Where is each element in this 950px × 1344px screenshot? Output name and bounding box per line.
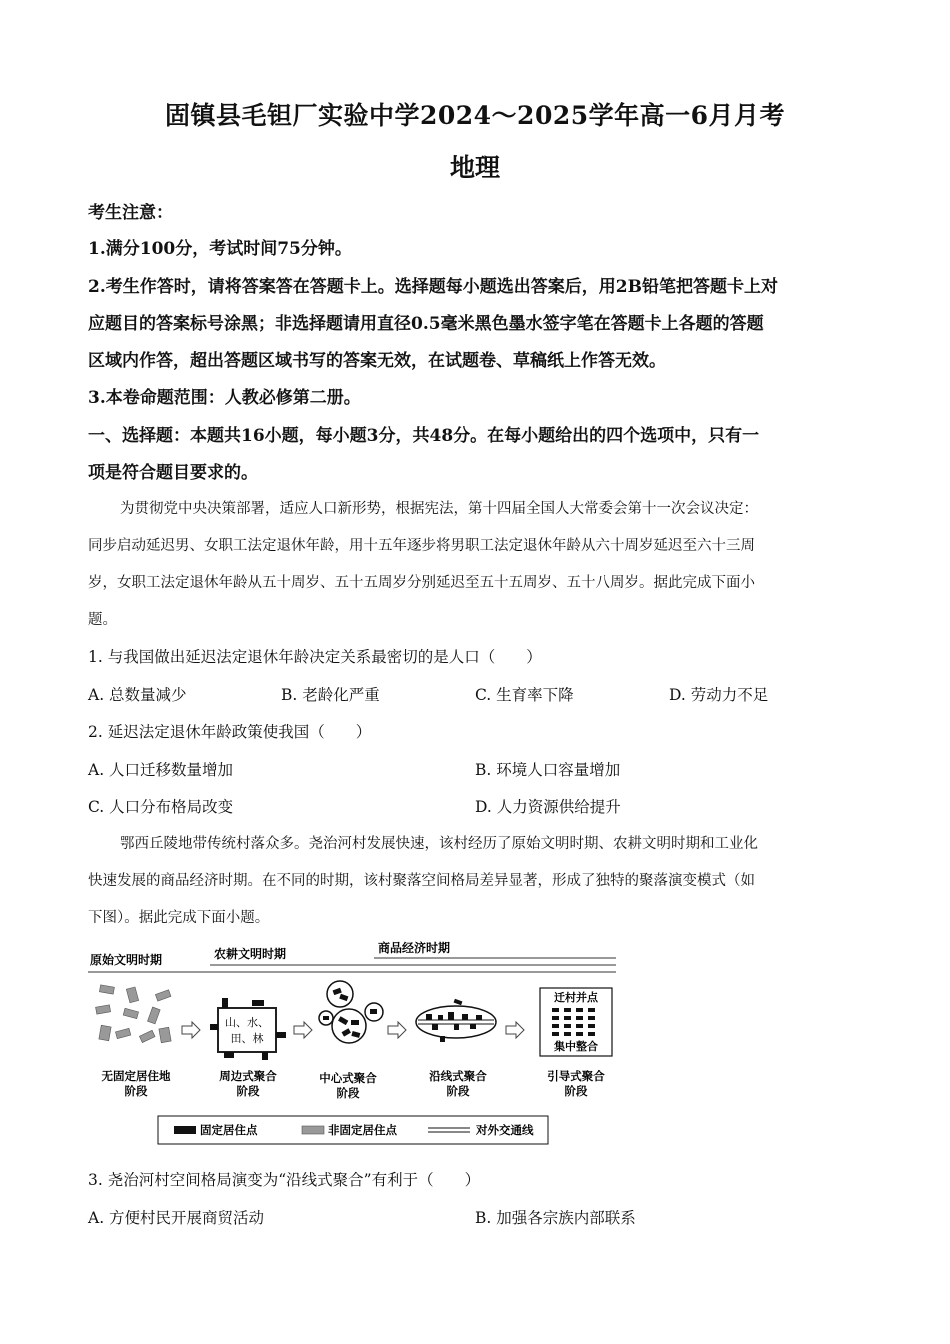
stage-2-label-1: 周边式聚合: [219, 1069, 277, 1083]
question-3-option-a: A. 方便村民开展商贸活动: [88, 1209, 265, 1227]
question-2-option-d: D. 人力资源供给提升: [475, 798, 621, 816]
period-timelines: [88, 940, 616, 972]
legend-fixed-label: 固定居住点: [200, 1123, 258, 1137]
passage1-line-1: 为贯彻党中央决策部署，适应人口新形势，根据宪法，第十四届全国人大常委会第十一次会议决定：: [120, 501, 758, 517]
question-1-option-a: A. 总数量减少: [88, 686, 187, 704]
question-1-option-d: D. 劳动力不足: [669, 686, 769, 704]
question-2-option-c: C. 人口分布格局改变: [88, 798, 234, 816]
question-2-stem: 2. 延迟法定退休年龄政策使我国（ ）: [88, 723, 372, 741]
notice-line-2: 2.考生作答时，请将答案答在答题卡上。选择题每小题选出答案后，用2B铅笔把答题卡上对: [88, 277, 778, 297]
legend-nonfixed-swatch: [302, 1126, 324, 1134]
stage-2-graphic: [210, 998, 286, 1060]
stage-3-label-2: 阶段: [336, 1086, 360, 1100]
box-top-text: 迁村并点: [554, 991, 598, 1004]
stage-1-label-2: 阶段: [124, 1084, 148, 1098]
stage-5-label-2: 阶段: [564, 1084, 588, 1098]
center-text-1: 山、水、: [225, 1016, 269, 1029]
question-1-option-c: C. 生育率下降: [475, 686, 574, 704]
box-bottom-text: 集中整合: [554, 1040, 598, 1053]
legend-nonfixed-label: 非固定居住点: [328, 1123, 397, 1137]
notice-line-5: 3.本卷命题范围：人教必修第二册。: [88, 388, 361, 408]
passage1-line-3: 岁，女职工法定退休年龄从五十周岁、五十五周岁分别延迟至五十五周岁、五十八周岁。据此完成下面小: [88, 575, 755, 591]
stage-4-label-2: 阶段: [446, 1084, 470, 1098]
notice-line-1: 1.满分100分，考试时间75分钟。: [88, 239, 352, 259]
legend-traffic-label: 对外交通线: [476, 1123, 534, 1137]
exam-title: 固镇县毛钽厂实验中学2024～2025学年高一6月月考: [164, 101, 786, 130]
center-text-2: 田、林: [230, 1032, 264, 1045]
question-2-option-a: A. 人口迁移数量增加: [88, 761, 234, 779]
notice-heading: 考生注意：: [88, 203, 173, 223]
passage2-line-1: 鄂西丘陵地带传统村落众多。尧治河村发展快速，该村经历了原始文明时期、农耕文明时期和工业化: [120, 836, 758, 852]
exam-subject: 地理: [449, 153, 500, 182]
notice-line-3: 应题目的答案标号涂黑；非选择题请用直径0.5毫米黑色墨水签字笔在答题卡上各题的答题: [88, 314, 764, 334]
stage-3-graphic: [319, 981, 383, 1043]
stage-4-label-1: 沿线式聚合: [429, 1069, 487, 1083]
notice-line-4: 区域内作答，超出答题区域书写的答案无效，在试题卷、草稿纸上作答无效。: [88, 351, 666, 371]
stage-5-label-1: 引导式聚合: [547, 1069, 605, 1083]
stage-1-label-1: 无固定居住地: [101, 1069, 171, 1083]
question-3-stem: 3. 尧治河村空间格局演变为“沿线式聚合”有利于（ ）: [88, 1171, 481, 1189]
question-1-stem: 1. 与我国做出延迟法定退休年龄决定关系最密切的是人口（ ）: [88, 648, 542, 666]
stage-3-label-1: 中心式聚合: [319, 1071, 377, 1085]
stage-5-graphic: [540, 988, 612, 1056]
section-heading-line-1: 一、选择题：本题共16小题，每小题3分，共48分。在每小题给出的四个选项中，只有一: [88, 426, 760, 446]
period-label-1: 原始文明时期: [90, 953, 163, 967]
period-label-3: 商品经济时期: [378, 941, 451, 955]
question-1-option-b: B. 老龄化严重: [281, 686, 380, 704]
period-label-2: 农耕文明时期: [214, 947, 287, 961]
section-heading-line-2: 项是符合题目要求的。: [88, 463, 258, 483]
stage-4-graphic: [416, 999, 496, 1042]
legend-fixed-swatch: [174, 1126, 196, 1134]
question-2-option-b: B. 环境人口容量增加: [475, 761, 621, 779]
passage1-line-2: 同步启动延迟男、女职工法定退休年龄，用十五年逐步将男职工法定退休年龄从六十周岁延迟至六十三周: [88, 538, 755, 554]
passage1-line-4: 题。: [88, 612, 117, 628]
settlement-evolution-figure: [86, 938, 626, 1150]
passage2-line-2: 快速发展的商品经济时期。在不同的时期，该村聚落空间格局差异显著，形成了独特的聚落演变模式（如: [88, 873, 755, 889]
question-3-option-b: B. 加强各宗族内部联系: [475, 1209, 636, 1227]
stage-2-label-2: 阶段: [236, 1084, 260, 1098]
passage2-line-3: 下图）。据此完成下面小题。: [88, 910, 270, 926]
stage-1-graphic: [96, 985, 172, 1043]
figure-legend: [158, 1116, 548, 1144]
